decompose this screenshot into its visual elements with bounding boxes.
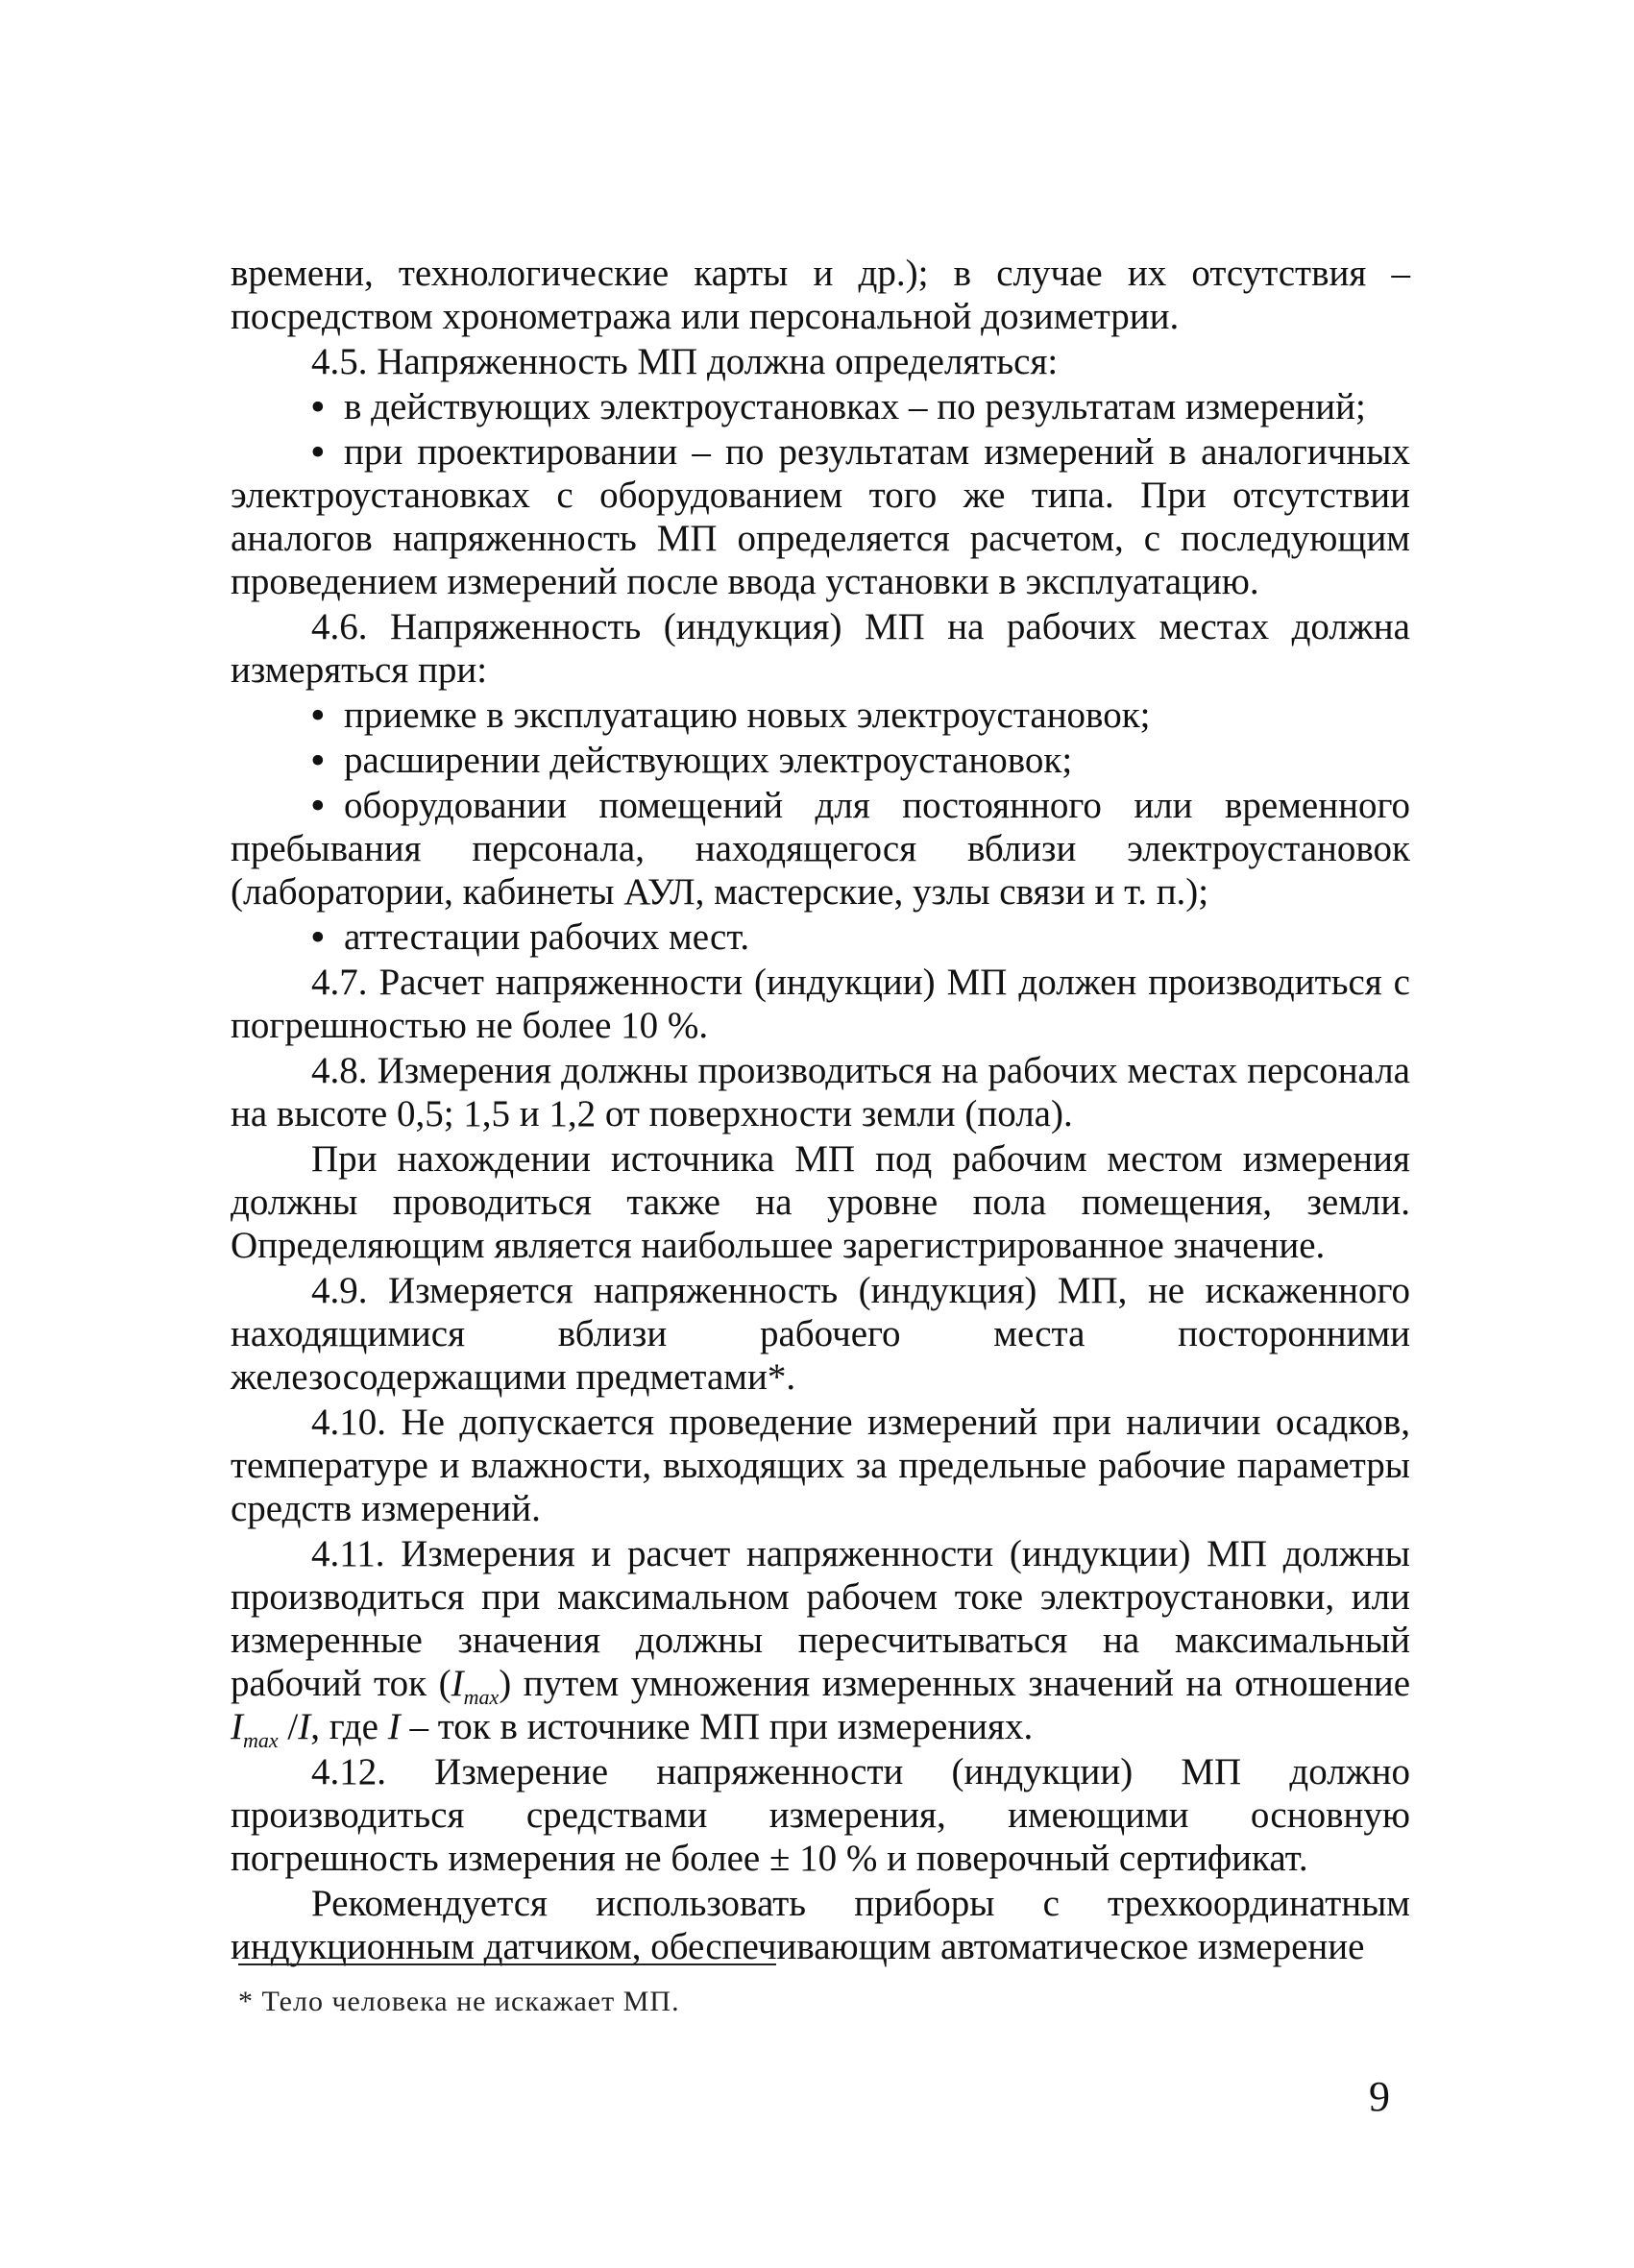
paragraphs-block	[231, 1750, 1410, 1968]
paragraph-text: оборудовании помещений для постоянного или временного пребывания персонала, находящегося вблизи электроустановок (лаборатории, кабинеты АУЛ, мастерские, узлы связи и т. п.);	[231, 785, 1410, 913]
paragraph	[231, 605, 1410, 692]
paragraph	[231, 1269, 1410, 1399]
subscript-max: max	[463, 1684, 500, 1709]
paragraph	[231, 1401, 1410, 1530]
bullet-item	[231, 915, 1410, 959]
paragraph-text: 4.7. Расчет напряженности (индукции) МП должен производиться с погрешностью не более 10 %.	[231, 962, 1410, 1046]
paragraph-text: При нахождении источника МП под рабочим местом измерения должны проводиться также на уровне пола помещения, земли. Определяющим является наибольшее зарегистрированное значение.	[231, 1138, 1410, 1266]
subscript-max: max	[243, 1727, 279, 1752]
bullet-item	[231, 430, 1410, 603]
symbol-i: I	[298, 1706, 311, 1747]
paragraph-text: 4.8. Измерения должны производиться на рабочих местах персонала на высоте 0,5; 1,5 и 1,2 от поверхности земли (пола).	[231, 1050, 1410, 1134]
bullet-icon: •	[311, 916, 325, 958]
paragraph	[231, 1137, 1410, 1267]
bullet-item	[231, 694, 1410, 737]
paragraph-text: /	[278, 1706, 299, 1747]
bullet-icon: •	[311, 431, 325, 473]
paragraph	[231, 340, 1410, 383]
paragraph-text: аттестации рабочих мест.	[344, 916, 750, 958]
paragraph-text: , где	[310, 1706, 388, 1747]
paragraph-text: времени, технологические карты и др.); в случае их отсутствия – посредством хронометража или персональной дозиметрии.	[231, 253, 1410, 337]
symbol-i: I	[387, 1706, 401, 1747]
bullet-icon: •	[311, 785, 325, 826]
bullet-item	[231, 784, 1410, 914]
paragraph-text: 4.12. Измерение напряженности (индукции) МП должно производиться средствами измерения, имеющими основную погрешность измерения не более ± 10 % и поверочный сертификат.	[231, 1751, 1410, 1879]
page-number: 9	[1369, 2073, 1390, 2120]
paragraph-text: 4.10. Не допускается проведение измерений при наличии осадков, температуре и влажности, выходящих за предельные рабочие параметры средств измерений.	[231, 1402, 1410, 1529]
paragraphs-block	[231, 252, 1410, 1530]
paragraph-text: Рекомендуется использовать приборы с трехкоординатным индукционным датчиком, обеспечивающим автоматическое измерение	[231, 1883, 1410, 1967]
paragraph	[231, 1750, 1410, 1880]
bullet-icon: •	[311, 740, 325, 781]
symbol-i: I	[231, 1706, 243, 1747]
paragraph-text: 4.9. Измеряется напряженность (индукция) МП, не искаженного находящимися вблизи рабочего места посторонними железосодержащими предметами*.	[231, 1270, 1410, 1398]
paragraph-text: в действующих электроустановках – по результатам измерений;	[344, 386, 1366, 427]
paragraph-text: приемке в эксплуатацию новых электроустановок;	[344, 695, 1151, 736]
bullet-item	[231, 385, 1410, 428]
symbol-i: I	[451, 1663, 464, 1704]
paragraph	[231, 961, 1410, 1047]
paragraph	[231, 1882, 1410, 1968]
paragraph	[231, 252, 1410, 338]
paragraph-text: – ток в источнике МП при измерениях.	[400, 1706, 1034, 1747]
paragraph-4-11	[231, 1532, 1410, 1752]
footnote-divider	[238, 1963, 776, 1965]
body-text	[231, 252, 1410, 1970]
paragraph	[231, 1049, 1410, 1135]
paragraph-text: 4.11. Измерения и расчет напряженности (индукции) МП должны производиться при максимальном рабочем токе электроустановки, или измеренные значения должны пересчитываться на максимальный рабочий ток (	[231, 1533, 1410, 1704]
paragraph-text: 4.6. Напряженность (индукция) МП на рабочих местах должна измеряться при:	[231, 606, 1410, 691]
bullet-item	[231, 739, 1410, 782]
paragraph-text: 4.5. Напряженность МП должна определяться:	[311, 341, 1059, 382]
bullet-icon: •	[311, 695, 325, 736]
paragraph-text: при проектировании – по результатам измерений в аналогичных электроустановках с оборудованием того же типа. При отсутствии аналогов напряженность МП определяется расчетом, с последующим проведением измерений после ввода установки в эксплуатацию.	[231, 431, 1410, 602]
paragraph-text: расширении действующих электроустановок;	[344, 740, 1073, 781]
paragraph-text: ) путем умножения измеренных значений на отношение	[499, 1663, 1410, 1704]
bullet-icon: •	[311, 386, 325, 427]
footnote: * Тело человека не искажает МП.	[238, 1986, 680, 2017]
